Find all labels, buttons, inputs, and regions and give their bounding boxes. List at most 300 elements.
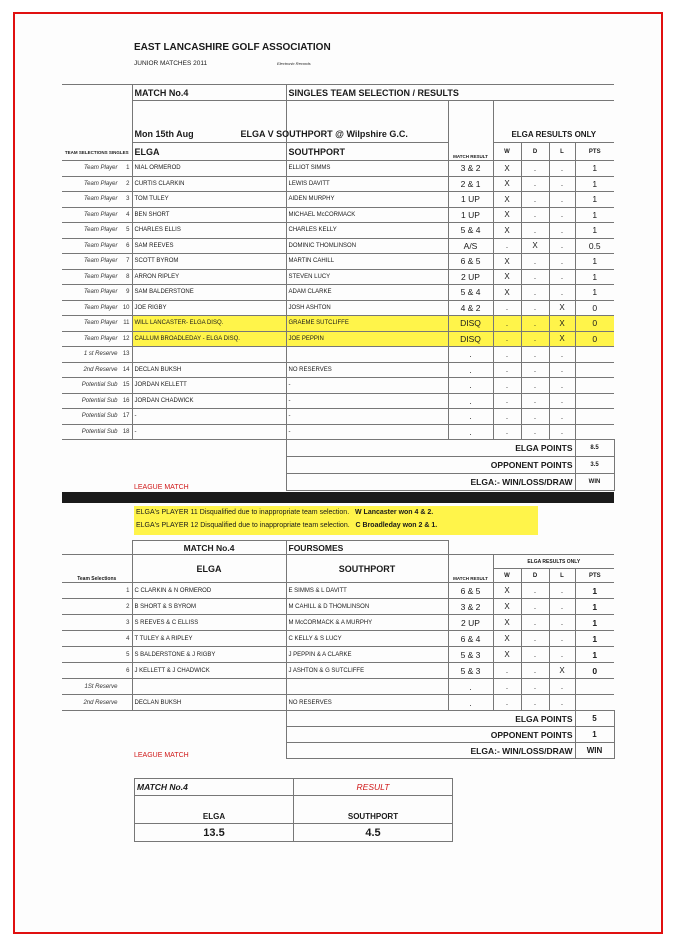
elga-pair: S BALDERSTONE & J RIGBY bbox=[132, 647, 286, 663]
loss-mark: . bbox=[549, 409, 575, 425]
singles-row bbox=[62, 300, 614, 316]
row-role-label bbox=[62, 393, 132, 409]
opponent-player: MARTIN CAHILL bbox=[286, 254, 448, 270]
opponent-pair: E SIMMS & L DAVITT bbox=[286, 583, 448, 599]
draw-mark: . bbox=[521, 647, 549, 663]
elga-player bbox=[132, 347, 286, 363]
row-number: 5 bbox=[126, 651, 130, 658]
win-mark: . bbox=[493, 300, 521, 316]
singles-table bbox=[62, 84, 615, 491]
foursomes-results-only-header: ELGA RESULTS ONLY bbox=[493, 555, 614, 569]
draw-mark: . bbox=[521, 254, 549, 270]
singles-row bbox=[62, 269, 614, 285]
summary-result-label: RESULT bbox=[294, 779, 453, 796]
opponent-player: JOE PEPPIN bbox=[286, 331, 448, 347]
opponent-player: NO RESERVES bbox=[286, 362, 448, 378]
row-role-label bbox=[62, 331, 132, 347]
foursomes-section-title: FOURSOMES bbox=[286, 541, 448, 555]
win-mark: . bbox=[493, 409, 521, 425]
loss-mark: . bbox=[549, 362, 575, 378]
win-mark: X bbox=[493, 647, 521, 663]
results-sheet bbox=[62, 28, 614, 918]
row-role: Team Player bbox=[84, 273, 118, 280]
row-role-label bbox=[62, 192, 132, 208]
singles-wld-label: ELGA:- WIN/LOSS/DRAW bbox=[286, 474, 575, 491]
match-result: 5 & 3 bbox=[448, 663, 493, 679]
elga-pair: DECLAN BUKSH bbox=[132, 695, 286, 711]
draw-mark: . bbox=[521, 615, 549, 631]
foursomes-wld: WIN bbox=[575, 743, 614, 759]
win-mark: X bbox=[493, 161, 521, 177]
win-mark: X bbox=[493, 192, 521, 208]
draw-mark: . bbox=[521, 331, 549, 347]
row-role-label bbox=[62, 176, 132, 192]
loss-mark: . bbox=[549, 599, 575, 615]
opponent-player bbox=[286, 347, 448, 363]
singles-l-header: L bbox=[549, 143, 575, 161]
foursomes-row bbox=[62, 695, 614, 711]
row-role-label bbox=[62, 695, 132, 711]
match-result: DISQ bbox=[448, 316, 493, 332]
row-number: 12 bbox=[122, 335, 130, 342]
summary-elga-score: 13.5 bbox=[135, 824, 294, 842]
elga-player: - bbox=[132, 424, 286, 440]
draw-mark: . bbox=[521, 599, 549, 615]
draw-mark: . bbox=[521, 409, 549, 425]
loss-mark: . bbox=[549, 238, 575, 254]
match-result: . bbox=[448, 695, 493, 711]
loss-mark: . bbox=[549, 254, 575, 270]
match-date: Mon 15th Aug bbox=[132, 127, 286, 143]
draw-mark: . bbox=[521, 285, 549, 301]
singles-elga-points: 8.5 bbox=[575, 440, 614, 457]
row-role: Potential Sub bbox=[81, 428, 118, 435]
summary-table bbox=[134, 778, 453, 842]
loss-mark: . bbox=[549, 223, 575, 239]
match-result: . bbox=[448, 679, 493, 695]
singles-match-no: MATCH No.4 bbox=[132, 85, 286, 101]
singles-row bbox=[62, 378, 614, 394]
win-mark: . bbox=[493, 316, 521, 332]
loss-mark: . bbox=[549, 192, 575, 208]
win-mark: . bbox=[493, 362, 521, 378]
loss-mark: . bbox=[549, 679, 575, 695]
opponent-pair: M McCORMACK & A MURPHY bbox=[286, 615, 448, 631]
singles-southport-header: SOUTHPORT bbox=[286, 143, 448, 161]
points: 0 bbox=[575, 331, 614, 347]
loss-mark: X bbox=[549, 300, 575, 316]
match-result: 5 & 4 bbox=[448, 223, 493, 239]
row-role: Team Player bbox=[84, 320, 118, 327]
row-role-label bbox=[62, 424, 132, 440]
foursomes-league-label: LEAGUE MATCH bbox=[134, 751, 189, 759]
draw-mark: X bbox=[521, 238, 549, 254]
opponent-pair bbox=[286, 679, 448, 695]
row-role: Team Player bbox=[84, 304, 118, 311]
row-number: 7 bbox=[126, 258, 130, 265]
row-role-label bbox=[62, 583, 132, 599]
draw-mark: . bbox=[521, 269, 549, 285]
row-role: 2nd Reserve bbox=[83, 699, 118, 706]
points: 1 bbox=[575, 176, 614, 192]
points: 1 bbox=[575, 615, 614, 631]
points: 1 bbox=[575, 599, 614, 615]
opponent-player: ELLIOT SIMMS bbox=[286, 161, 448, 177]
match-result: 6 & 4 bbox=[448, 631, 493, 647]
points: 1 bbox=[575, 583, 614, 599]
loss-mark: . bbox=[549, 347, 575, 363]
opponent-player: CHARLES KELLY bbox=[286, 223, 448, 239]
row-role-label bbox=[62, 631, 132, 647]
points: 0 bbox=[575, 300, 614, 316]
match-result: . bbox=[448, 424, 493, 440]
elga-player: BEN SHORT bbox=[132, 207, 286, 223]
points bbox=[575, 393, 614, 409]
opponent-pair: J PEPPIN & A CLARKE bbox=[286, 647, 448, 663]
summary-opp-label: SOUTHPORT bbox=[294, 810, 453, 824]
elga-player: JOE RIGBY bbox=[132, 300, 286, 316]
foursomes-row bbox=[62, 679, 614, 695]
elga-player: CALLUM BROADLEDAY - ELGA DISQ. bbox=[132, 331, 286, 347]
draw-mark: . bbox=[521, 695, 549, 711]
points bbox=[575, 679, 614, 695]
elga-player: CURTIS CLARKIN bbox=[132, 176, 286, 192]
points: 1 bbox=[575, 254, 614, 270]
row-number: 2 bbox=[126, 603, 130, 610]
summary-elga-label: ELGA bbox=[135, 810, 294, 824]
points bbox=[575, 362, 614, 378]
foursomes-l-header: L bbox=[549, 569, 575, 583]
row-role-label bbox=[62, 362, 132, 378]
points: 1 bbox=[575, 192, 614, 208]
singles-row bbox=[62, 161, 614, 177]
win-mark: X bbox=[493, 583, 521, 599]
row-role: Team Player bbox=[84, 242, 118, 249]
points bbox=[575, 347, 614, 363]
singles-results-only-header: ELGA RESULTS ONLY bbox=[493, 127, 614, 143]
draw-mark: . bbox=[521, 176, 549, 192]
elga-pair: S REEVES & C ELLISS bbox=[132, 615, 286, 631]
match-result: . bbox=[448, 393, 493, 409]
points: 1 bbox=[575, 161, 614, 177]
row-role: 1St Reserve bbox=[84, 683, 118, 690]
notice-line2-result: C Broadleday won 2 & 1. bbox=[355, 522, 438, 529]
match-result: . bbox=[448, 409, 493, 425]
loss-mark: . bbox=[549, 285, 575, 301]
foursomes-d-header: D bbox=[521, 569, 549, 583]
team-selections-label: TEAM SELECTIONS SINGLES bbox=[64, 150, 129, 155]
match-result: 3 & 2 bbox=[448, 161, 493, 177]
singles-d-header: D bbox=[521, 143, 549, 161]
opponent-player: - bbox=[286, 378, 448, 394]
row-role: Team Player bbox=[84, 258, 118, 265]
row-role: Team Player bbox=[84, 335, 118, 342]
match-result: 6 & 5 bbox=[448, 583, 493, 599]
disqualification-notice bbox=[134, 506, 538, 535]
points bbox=[575, 424, 614, 440]
opponent-player: - bbox=[286, 409, 448, 425]
row-role-label bbox=[62, 663, 132, 679]
elga-pair: C CLARKIN & N ORMEROD bbox=[132, 583, 286, 599]
singles-row bbox=[62, 223, 614, 239]
row-role: Potential Sub bbox=[81, 397, 118, 404]
loss-mark: . bbox=[549, 176, 575, 192]
row-role-label bbox=[62, 238, 132, 254]
row-role-label bbox=[62, 285, 132, 301]
row-role: Potential Sub bbox=[81, 382, 118, 389]
singles-pts-header: PTS bbox=[575, 143, 614, 161]
elga-player: JORDAN KELLETT bbox=[132, 378, 286, 394]
row-number: 5 bbox=[126, 227, 130, 234]
loss-mark: . bbox=[549, 161, 575, 177]
foursomes-row bbox=[62, 647, 614, 663]
singles-row bbox=[62, 176, 614, 192]
points bbox=[575, 695, 614, 711]
win-mark: . bbox=[493, 393, 521, 409]
draw-mark: . bbox=[521, 393, 549, 409]
opponent-player: MICHAEL McCORMACK bbox=[286, 207, 448, 223]
elga-player: SAM REEVES bbox=[132, 238, 286, 254]
row-role-label bbox=[62, 347, 132, 363]
elga-pair bbox=[132, 679, 286, 695]
loss-mark: X bbox=[549, 331, 575, 347]
loss-mark: . bbox=[549, 583, 575, 599]
match-result: 2 & 1 bbox=[448, 176, 493, 192]
match-result: 3 & 2 bbox=[448, 599, 493, 615]
summary-match-no: MATCH No.4 bbox=[135, 779, 294, 796]
loss-mark: . bbox=[549, 269, 575, 285]
row-number: 3 bbox=[126, 196, 130, 203]
match-result: . bbox=[448, 378, 493, 394]
foursomes-row bbox=[62, 583, 614, 599]
singles-opp-points-label: OPPONENT POINTS bbox=[286, 457, 575, 474]
elga-pair: B SHORT & S BYROM bbox=[132, 599, 286, 615]
points: 1 bbox=[575, 631, 614, 647]
singles-w-header: W bbox=[493, 143, 521, 161]
foursomes-row bbox=[62, 663, 614, 679]
row-role-label bbox=[62, 679, 132, 695]
draw-mark: . bbox=[521, 161, 549, 177]
foursomes-opp-points: 1 bbox=[575, 727, 614, 743]
loss-mark: . bbox=[549, 631, 575, 647]
foursomes-opp-points-label: OPPONENT POINTS bbox=[286, 727, 575, 743]
row-role-label bbox=[62, 647, 132, 663]
foursomes-w-header: W bbox=[493, 569, 521, 583]
row-number: 13 bbox=[122, 351, 130, 358]
match-result: 1 UP bbox=[448, 207, 493, 223]
elga-player: DECLAN BUKSH bbox=[132, 362, 286, 378]
row-number: 11 bbox=[123, 320, 130, 327]
match-result: 6 & 5 bbox=[448, 254, 493, 270]
singles-row bbox=[62, 362, 614, 378]
draw-mark: . bbox=[521, 223, 549, 239]
foursomes-elga-points: 5 bbox=[575, 711, 614, 727]
foursomes-elga-points-label: ELGA POINTS bbox=[286, 711, 575, 727]
points: 1 bbox=[575, 647, 614, 663]
row-role: Team Player bbox=[84, 227, 118, 234]
row-number: 1 bbox=[126, 587, 130, 594]
row-role: Team Player bbox=[84, 211, 118, 218]
draw-mark: . bbox=[521, 583, 549, 599]
draw-mark: . bbox=[521, 362, 549, 378]
divider-bar bbox=[62, 492, 614, 503]
elga-player: - bbox=[132, 409, 286, 425]
foursomes-match-no: MATCH No.4 bbox=[132, 541, 286, 555]
match-result: 2 UP bbox=[448, 269, 493, 285]
match-result: DISQ bbox=[448, 331, 493, 347]
singles-elga-points-label: ELGA POINTS bbox=[286, 440, 575, 457]
foursomes-southport-header: SOUTHPORT bbox=[286, 555, 448, 583]
elga-player: JORDAN CHADWICK bbox=[132, 393, 286, 409]
notice-line1-result: W Lancaster won 4 & 2. bbox=[355, 509, 434, 516]
win-mark: X bbox=[493, 254, 521, 270]
singles-row bbox=[62, 331, 614, 347]
opponent-player: - bbox=[286, 393, 448, 409]
summary-opp-score: 4.5 bbox=[294, 824, 453, 842]
singles-row bbox=[62, 409, 614, 425]
row-number: 6 bbox=[126, 667, 130, 674]
draw-mark: . bbox=[521, 207, 549, 223]
points: 1 bbox=[575, 207, 614, 223]
draw-mark: . bbox=[521, 424, 549, 440]
row-number: 9 bbox=[126, 289, 130, 296]
elga-player: SAM BALDERSTONE bbox=[132, 285, 286, 301]
row-role-label bbox=[62, 161, 132, 177]
row-role-label bbox=[62, 207, 132, 223]
win-mark: X bbox=[493, 223, 521, 239]
match-result: 4 & 2 bbox=[448, 300, 493, 316]
singles-rows bbox=[62, 161, 614, 440]
row-role-label bbox=[62, 599, 132, 615]
loss-mark: . bbox=[549, 378, 575, 394]
singles-row bbox=[62, 285, 614, 301]
points bbox=[575, 378, 614, 394]
opponent-player: LEWIS DAVITT bbox=[286, 176, 448, 192]
opponent-player: AIDEN MURPHY bbox=[286, 192, 448, 208]
win-mark: X bbox=[493, 631, 521, 647]
singles-opp-points: 3.5 bbox=[575, 457, 614, 474]
singles-row bbox=[62, 254, 614, 270]
win-mark: . bbox=[493, 679, 521, 695]
foursomes-row bbox=[62, 599, 614, 615]
row-role-label bbox=[62, 254, 132, 270]
draw-mark: . bbox=[521, 631, 549, 647]
win-mark: X bbox=[493, 615, 521, 631]
season-subtitle: JUNIOR MATCHES 2011 bbox=[134, 60, 208, 67]
win-mark: X bbox=[493, 269, 521, 285]
elga-pair: J KELLETT & J CHADWICK bbox=[132, 663, 286, 679]
row-number: 1 bbox=[126, 165, 130, 172]
row-role-label bbox=[62, 316, 132, 332]
notice-line2-text: ELGA's PLAYER 12 Disqualified due to inappropriate team selection. bbox=[136, 522, 350, 529]
win-mark: . bbox=[493, 347, 521, 363]
match-result: 2 UP bbox=[448, 615, 493, 631]
foursomes-table bbox=[62, 540, 615, 759]
elga-pair: T TULEY & A RIPLEY bbox=[132, 631, 286, 647]
opponent-pair: C KELLY & S LUCY bbox=[286, 631, 448, 647]
row-number: 18 bbox=[122, 428, 130, 435]
opponent-player: JOSH ASHTON bbox=[286, 300, 448, 316]
row-role: Team Player bbox=[84, 165, 118, 172]
row-number: 6 bbox=[126, 242, 130, 249]
loss-mark: . bbox=[549, 695, 575, 711]
draw-mark: . bbox=[521, 378, 549, 394]
singles-row bbox=[62, 192, 614, 208]
singles-section-title: SINGLES TEAM SELECTION / RESULTS bbox=[286, 85, 493, 101]
singles-row bbox=[62, 207, 614, 223]
elga-player: WILL LANCASTER- ELGA DISQ. bbox=[132, 316, 286, 332]
fixture-title: ELGA V SOUTHPORT @ Wilpshire G.C. bbox=[240, 128, 408, 139]
singles-match-result-header: MATCH RESULT bbox=[448, 101, 493, 161]
row-number: 2 bbox=[126, 180, 130, 187]
points: 1 bbox=[575, 223, 614, 239]
loss-mark: . bbox=[549, 647, 575, 663]
win-mark: X bbox=[493, 176, 521, 192]
elga-player: ARRON RIPLEY bbox=[132, 269, 286, 285]
singles-row bbox=[62, 316, 614, 332]
opponent-player: ADAM CLARKE bbox=[286, 285, 448, 301]
org-title: EAST LANCASHIRE GOLF ASSOCIATION bbox=[134, 42, 331, 53]
foursomes-row bbox=[62, 615, 614, 631]
points: 1 bbox=[575, 269, 614, 285]
row-role: Team Player bbox=[84, 196, 118, 203]
win-mark: X bbox=[493, 285, 521, 301]
row-number: 15 bbox=[122, 382, 130, 389]
foursomes-match-result-header: MATCH RESULT bbox=[448, 555, 493, 583]
notice-line1-text: ELGA's PLAYER 11 Disqualified due to inappropriate team selection. bbox=[136, 509, 350, 516]
singles-row bbox=[62, 238, 614, 254]
row-number: 16 bbox=[122, 397, 130, 404]
win-mark: . bbox=[493, 238, 521, 254]
points: 0.5 bbox=[575, 238, 614, 254]
row-number: 14 bbox=[122, 366, 130, 373]
opponent-player: STEVEN LUCY bbox=[286, 269, 448, 285]
draw-mark: . bbox=[521, 300, 549, 316]
draw-mark: . bbox=[521, 316, 549, 332]
draw-mark: . bbox=[521, 679, 549, 695]
foursomes-team-sel-label: Team Selections bbox=[62, 555, 132, 583]
elga-player: CHARLES ELLIS bbox=[132, 223, 286, 239]
row-role-label bbox=[62, 269, 132, 285]
elga-player: NIAL ORMEROD bbox=[132, 161, 286, 177]
opponent-player: DOMINIC THOMLINSON bbox=[286, 238, 448, 254]
loss-mark: . bbox=[549, 615, 575, 631]
row-role-label bbox=[62, 223, 132, 239]
row-role: Potential Sub bbox=[81, 413, 118, 420]
win-mark: . bbox=[493, 424, 521, 440]
match-result: 1 UP bbox=[448, 192, 493, 208]
row-role-label bbox=[62, 300, 132, 316]
singles-row bbox=[62, 347, 614, 363]
loss-mark: . bbox=[549, 207, 575, 223]
win-mark: . bbox=[493, 695, 521, 711]
match-result: . bbox=[448, 362, 493, 378]
opponent-player: - bbox=[286, 424, 448, 440]
match-result: 5 & 3 bbox=[448, 647, 493, 663]
row-role-label bbox=[62, 378, 132, 394]
draw-mark: . bbox=[521, 663, 549, 679]
row-number: 4 bbox=[126, 211, 130, 218]
foursomes-row bbox=[62, 631, 614, 647]
foursomes-wld-label: ELGA:- WIN/LOSS/DRAW bbox=[286, 743, 575, 759]
match-result: A/S bbox=[448, 238, 493, 254]
loss-mark: . bbox=[549, 393, 575, 409]
win-mark: X bbox=[493, 207, 521, 223]
opponent-player: GRAEME SUTCLIFFE bbox=[286, 316, 448, 332]
match-result: . bbox=[448, 347, 493, 363]
foursomes-elga-header: ELGA bbox=[132, 555, 286, 583]
points bbox=[575, 409, 614, 425]
